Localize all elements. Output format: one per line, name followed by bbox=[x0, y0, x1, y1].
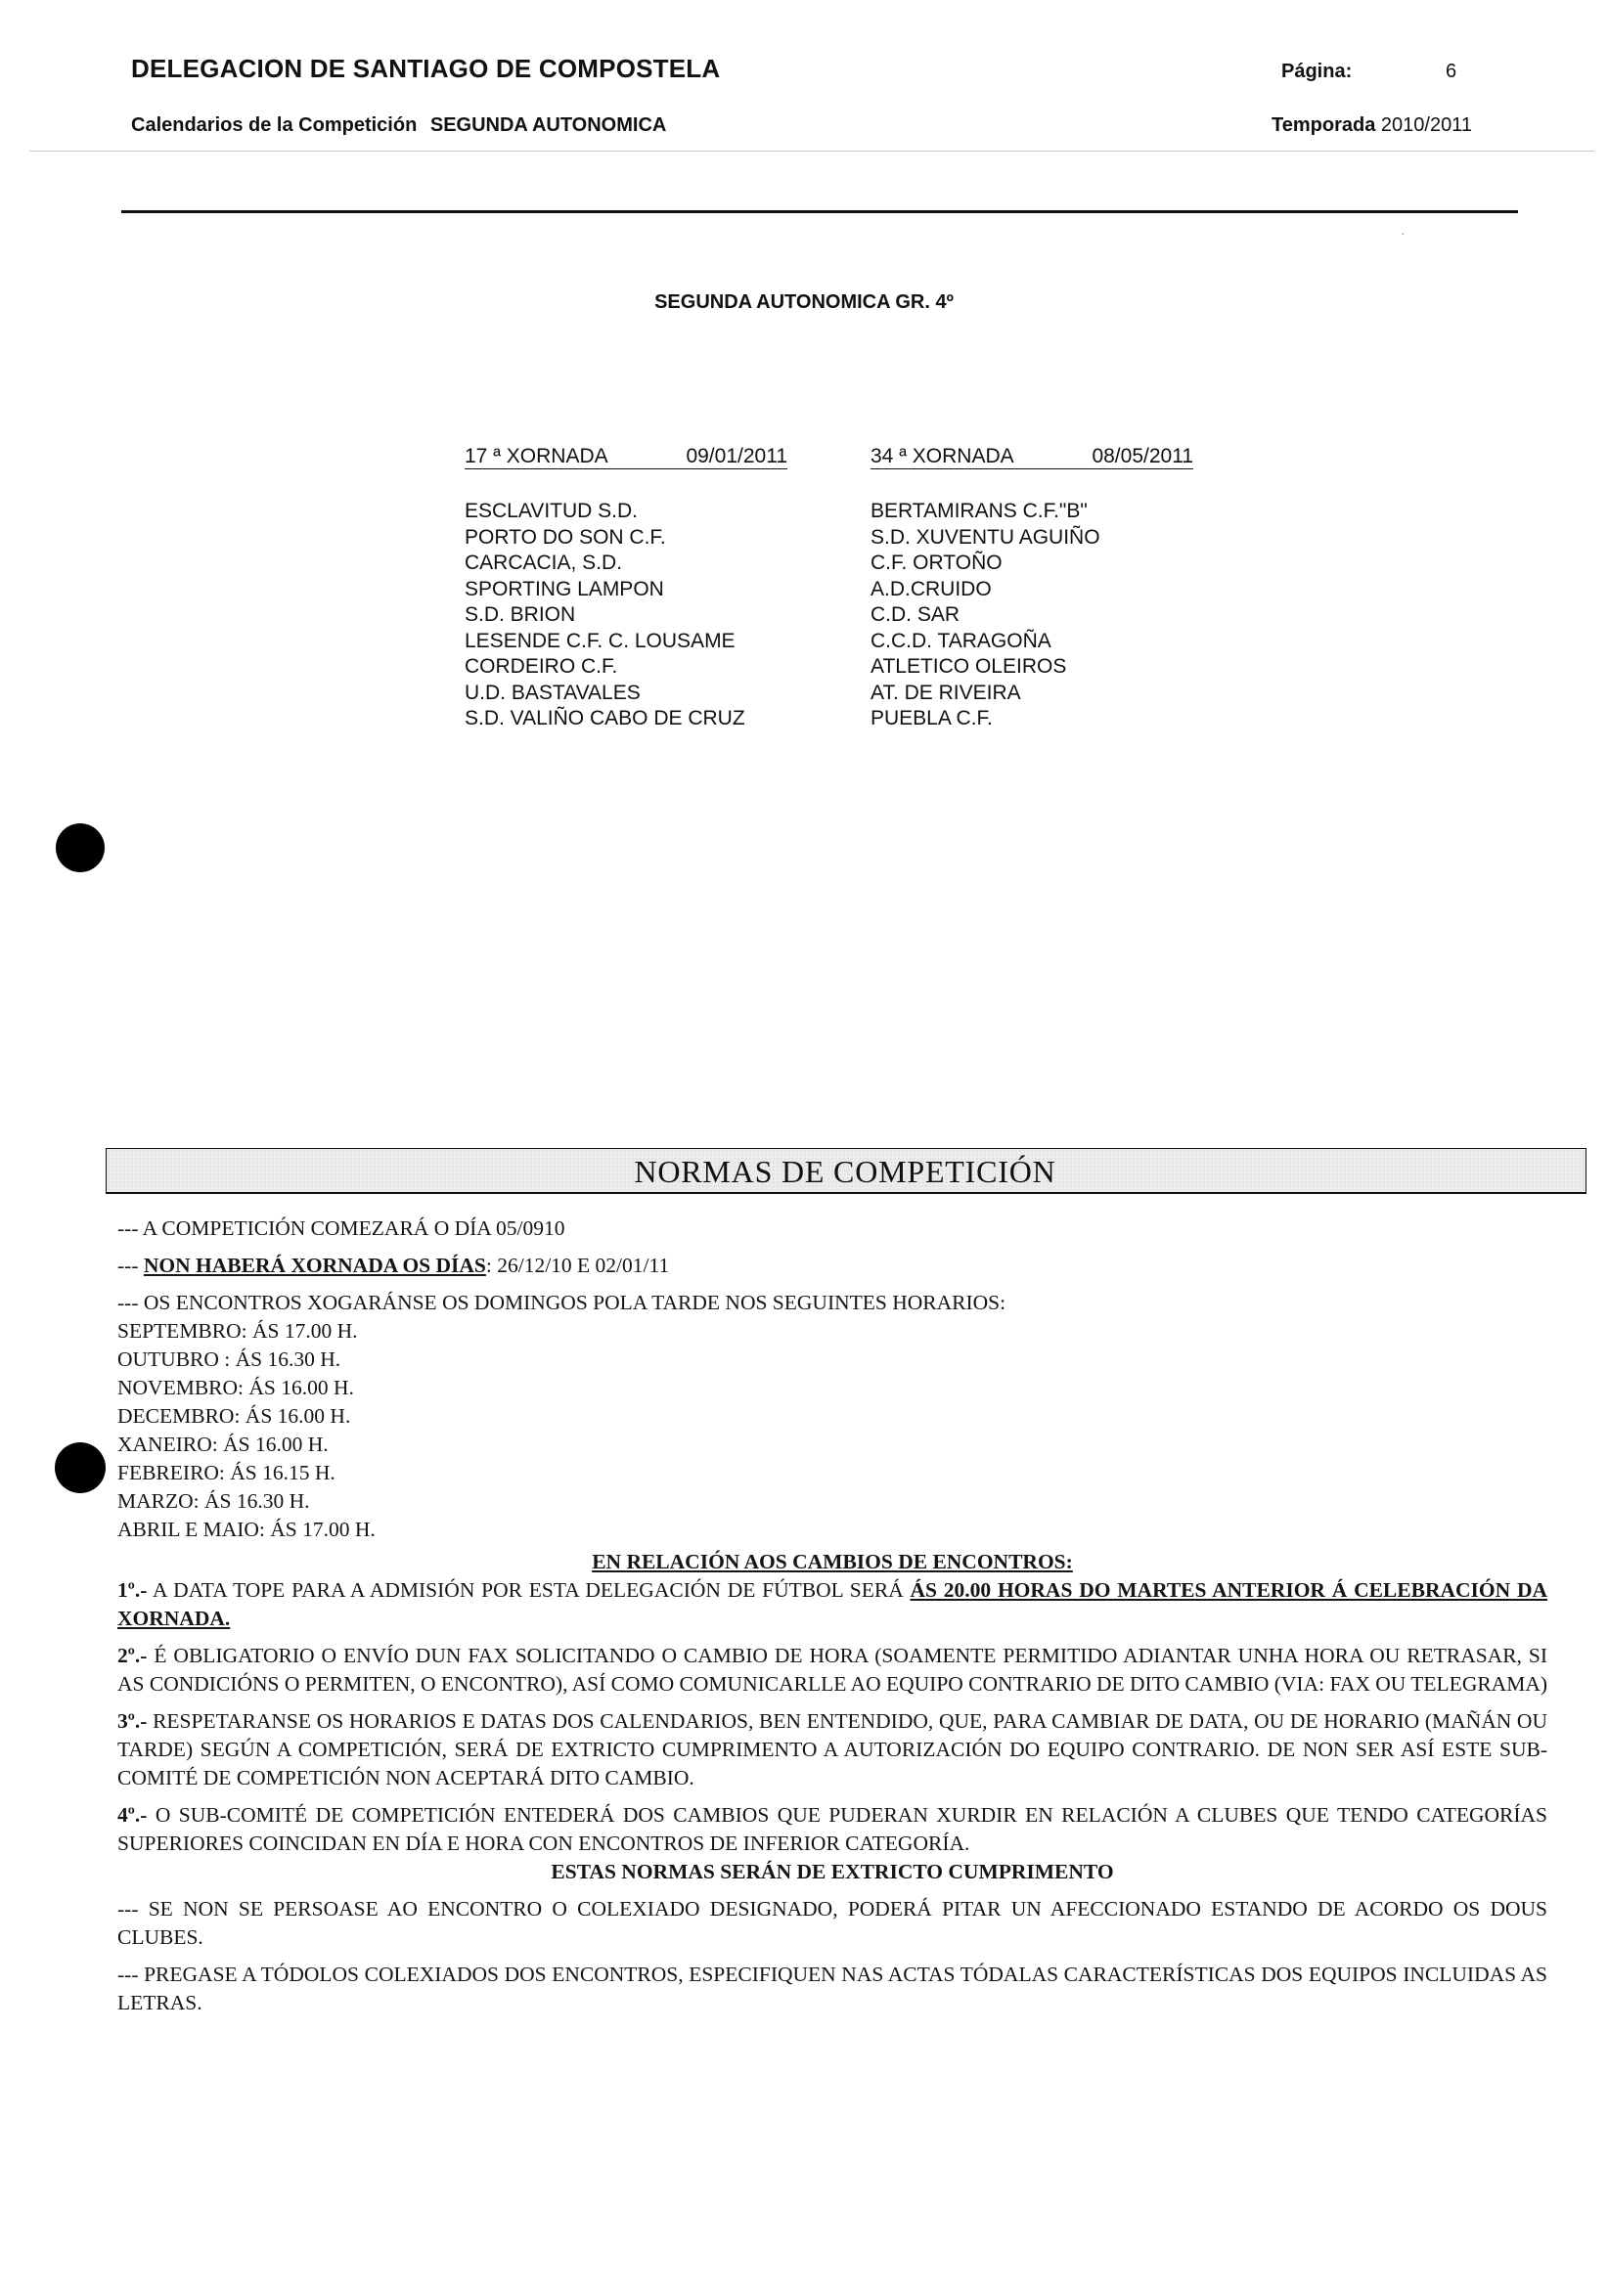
round-date: 09/01/2011 bbox=[686, 445, 787, 467]
subtitle bbox=[131, 114, 666, 137]
punch-hole bbox=[55, 1442, 106, 1493]
schedule-item: FEBREIRO: ÁS 16.15 H. bbox=[117, 1461, 335, 1484]
season-value: 2010/2011 bbox=[1380, 114, 1472, 136]
no-round-line bbox=[117, 1252, 1547, 1280]
norms-title: NORMAS DE COMPETICIÓN bbox=[634, 1154, 1056, 1189]
team-name: LESENDE C.F. C. LOUSAME bbox=[465, 629, 736, 652]
header-divider bbox=[29, 151, 1594, 152]
team-name: CARCACIA, S.D. bbox=[465, 552, 623, 574]
team-name: U.D. BASTAVALES bbox=[465, 681, 641, 704]
season bbox=[1272, 114, 1472, 137]
round-label: 17 ª XORNADA bbox=[465, 445, 608, 467]
rule-text: É OBLIGATORIO O ENVÍO DUN FAX SOLICITANDO O CAMBIO DE HORA (SOAMENTE PERMITIDO ADIANTAR UNHA HORA OU RETRASAR, SI AS CONDICIÓNS O PERMITEN, O ENCONTRO), ASÍ COMO COMUNICARLLE AO EQUIPO CONTRARIO DE DITO CAMBIO (VIA: FAX OU TELEGRAMA) bbox=[117, 1644, 1548, 1696]
rule-4 bbox=[117, 1801, 1547, 1858]
scan-mark: · bbox=[1401, 225, 1406, 241]
team-name: ESCLAVITUD S.D. bbox=[465, 500, 638, 522]
team-name: C.D. SAR bbox=[871, 603, 960, 626]
rule-emphasis: ÁS 20.00 HORAS DO MARTES ANTERIOR Á CELEBRACIÓN DA XORNADA. bbox=[117, 1578, 1547, 1630]
rule-text: RESPETARANSE OS HORARIOS E DATAS DOS CALENDARIOS, BEN ENTENDIDO, QUE, PARA CAMBIAR DE DATA, OU DE HORARIO (MAÑÁN OU TARDE) SEGÚN A COMPETICIÓN, SERÁ DE EXTRICTO CUMPRIMENTO A AUTORIZACIÓN DO EQUIPO CONTRARIO. DE NON SER ASÍ ESTE SUB-COMITÉ DE COMPETICIÓN NON ACEPTARÁ DITO CAMBIO. bbox=[117, 1709, 1547, 1789]
rule-text: O SUB-COMITÉ DE COMPETICIÓN ENTEDERÁ DOS CAMBIOS QUE PUDERAN XURDIR EN RELACIÓN A CLUBES QUE TENDO CATEGORÍAS SUPERIORES COINCIDAN EN DÍA E HORA CON ENCONTROS DE INFERIOR CATEGORÍA. bbox=[117, 1803, 1547, 1855]
round-column-17 bbox=[465, 445, 787, 732]
team-name: S.D. BRION bbox=[465, 603, 576, 626]
rule-number: 4º.- bbox=[117, 1803, 148, 1827]
note-reports: --- PREGASE A TÓDOLOS COLEXIADOS DOS ENCONTROS, ESPECIFIQUEN NAS ACTAS TÓDALAS CARACTERÍSTICAS DOS EQUIPOS INCLUIDAS AS LETRAS. bbox=[117, 1963, 1547, 2014]
round-heading bbox=[465, 445, 787, 469]
rule-2 bbox=[117, 1642, 1547, 1699]
document-title: DELEGACION DE SANTIAGO DE COMPOSTELA bbox=[131, 54, 721, 83]
schedule-intro: --- OS ENCONTROS XOGARÁNSE OS DOMINGOS POLA TARDE NOS SEGUINTES HORARIOS: bbox=[117, 1291, 1006, 1314]
header-rule bbox=[121, 210, 1518, 213]
team-name: S.D. XUVENTU AGUIÑO bbox=[871, 525, 1100, 549]
no-round-value: : 26/12/10 E 02/01/11 bbox=[485, 1254, 670, 1277]
round-date: 08/05/2011 bbox=[1092, 445, 1193, 467]
page-number: 6 bbox=[1446, 61, 1457, 82]
note-referee: --- SE NON SE PERSOASE AO ENCONTRO O COLEXIADO DESIGNADO, PODERÁ PITAR UN AFECCIONADO ESTANDO DE ACORDO OS DOUS CLUBES. bbox=[117, 1897, 1547, 1949]
start-date-line: --- A COMPETICIÓN COMEZARÁ O DÍA 05/0910 bbox=[117, 1216, 565, 1240]
team-name: PUEBLA C.F. bbox=[871, 707, 993, 729]
schedule-item: DECEMBRO: ÁS 16.00 H. bbox=[117, 1404, 351, 1428]
group-title: SEGUNDA AUTONOMICA GR. 4º bbox=[654, 291, 954, 313]
strict-title: ESTAS NORMAS SERÁN DE EXTRICTO CUMPRIMENTO bbox=[551, 1860, 1114, 1883]
team-name: A.D.CRUIDO bbox=[871, 577, 992, 600]
round-label: 34 ª XORNADA bbox=[871, 445, 1014, 467]
rule-number: 1º.- bbox=[117, 1578, 148, 1602]
rule-text: A DATA TOPE PARA A ADMISIÓN POR ESTA DELEGACIÓN DE FÚTBOL SERÁ bbox=[147, 1578, 911, 1602]
team-name: CORDEIRO C.F. bbox=[465, 655, 618, 678]
team-name: ATLETICO OLEIROS bbox=[871, 655, 1067, 678]
subtitle-label: Calendarios de la Competición bbox=[131, 114, 418, 136]
team-name: PORTO DO SON C.F. bbox=[465, 525, 666, 549]
rule-1 bbox=[117, 1576, 1547, 1633]
team-name: S.D. VALIÑO CABO DE CRUZ bbox=[465, 707, 745, 729]
punch-hole bbox=[56, 823, 105, 872]
rule-number: 3º.- bbox=[117, 1709, 148, 1733]
page-label: Página: bbox=[1281, 61, 1353, 82]
schedule-item: ABRIL E MAIO: ÁS 17.00 H. bbox=[117, 1518, 376, 1541]
schedule-item: MARZO: ÁS 16.30 H. bbox=[117, 1489, 310, 1513]
no-round-label: NON HABERÁ XORNADA OS DÍAS bbox=[143, 1254, 486, 1277]
line-prefix: --- bbox=[117, 1254, 144, 1277]
season-label: Temporada bbox=[1272, 114, 1376, 136]
subtitle-value: SEGUNDA AUTONOMICA bbox=[429, 114, 667, 136]
team-name: C.C.D. TARAGOÑA bbox=[871, 629, 1051, 652]
round-column-34 bbox=[871, 445, 1193, 732]
round-heading bbox=[871, 445, 1193, 469]
schedule-item: NOVEMBRO: ÁS 16.00 H. bbox=[117, 1376, 354, 1399]
team-name: C.F. ORTOÑO bbox=[871, 552, 1003, 574]
schedule-item: XANEIRO: ÁS 16.00 H. bbox=[117, 1433, 329, 1456]
schedule-item: SEPTEMBRO: ÁS 17.00 H. bbox=[117, 1319, 358, 1343]
team-name: AT. DE RIVEIRA bbox=[871, 681, 1021, 704]
changes-title: EN RELACIÓN AOS CAMBIOS DE ENCONTROS: bbox=[592, 1550, 1073, 1573]
team-name: SPORTING LAMPON bbox=[465, 577, 664, 600]
rule-number: 2º.- bbox=[117, 1644, 148, 1667]
schedule-item: OUTUBRO : ÁS 16.30 H. bbox=[117, 1347, 341, 1371]
rule-3 bbox=[117, 1707, 1547, 1792]
team-name: BERTAMIRANS C.F."B" bbox=[871, 500, 1088, 522]
norms-text bbox=[117, 1214, 1547, 2017]
